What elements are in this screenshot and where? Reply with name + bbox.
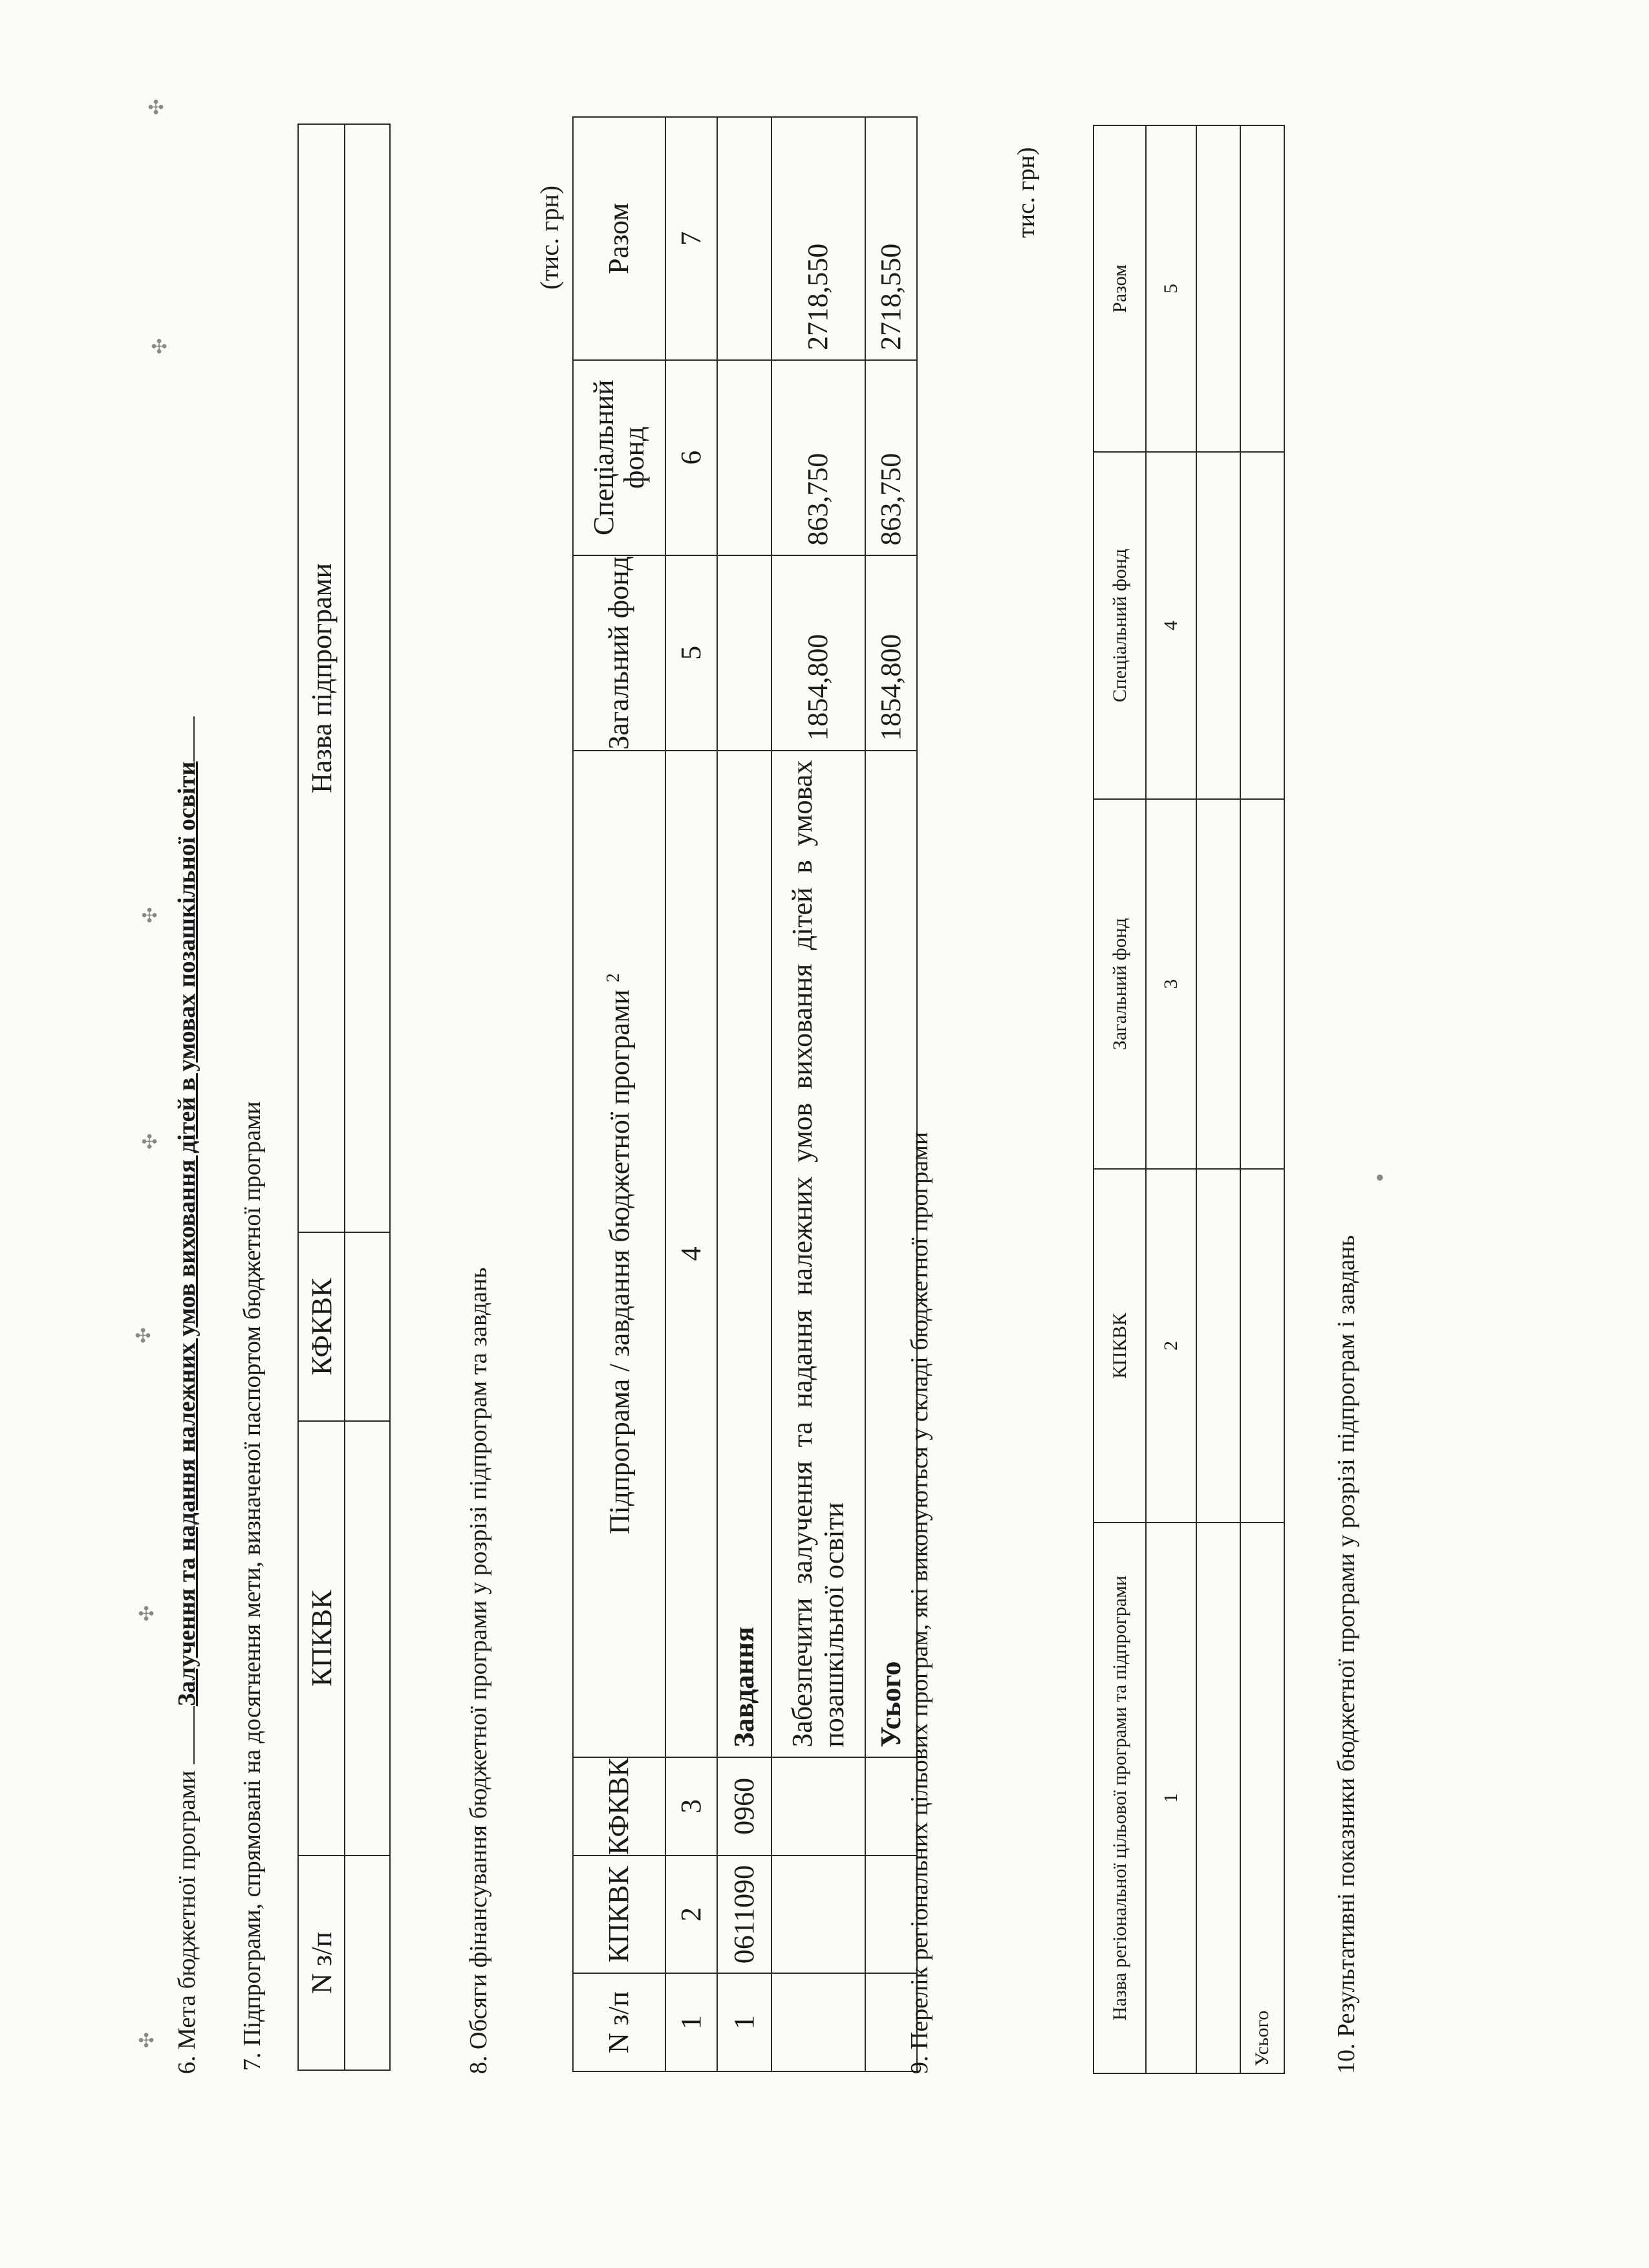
- empty-cell: [345, 1232, 390, 1421]
- empty-cell: [1196, 799, 1240, 1169]
- section-9-heading: 9. Перелік регіональних цільових програм, які виконуються у складі бюджетної програми: [906, 1131, 933, 2074]
- empty-cell: [717, 555, 771, 751]
- empty-cell: [771, 1973, 865, 2071]
- row2-total: 2718,550: [771, 117, 865, 360]
- empty-cell: [1196, 1523, 1240, 2073]
- row1-kfkvk: 0960: [717, 1757, 771, 1856]
- index-cell: 2: [1146, 1169, 1196, 1523]
- empty-cell: [717, 117, 771, 360]
- col-subprogram-name: Назва підпрограми: [298, 124, 345, 1232]
- col-special-fund: Спеціальний фонд: [573, 360, 665, 555]
- col-general-fund: Загальний фонд: [573, 555, 665, 751]
- index-cell: 1: [665, 1973, 717, 2071]
- empty-cell: [345, 1856, 390, 2070]
- col-n: N з/п: [298, 1856, 345, 2070]
- col-special-fund: Спеціальний фонд: [1094, 452, 1146, 799]
- scan-speck: ✣: [136, 1605, 158, 1621]
- row1-kpkvk: 0611090: [717, 1856, 771, 1973]
- total-row-label: Усього: [865, 751, 917, 1757]
- empty-cell: [1240, 452, 1284, 799]
- section-6-label: 6. Мета бюджетної програми: [173, 1770, 200, 2074]
- total-row-label: Усього: [1240, 1523, 1284, 2073]
- row2-task-text: Забезпечити залучення та надання належних умов виховання дітей в умовах позашкільної освіти: [771, 751, 865, 1757]
- col-task: [573, 751, 665, 1757]
- scan-speck: ✣: [136, 2031, 158, 2048]
- index-cell: 3: [1146, 799, 1196, 1169]
- row2-special-fund: 863,750: [771, 360, 865, 555]
- empty-cell: [1196, 125, 1240, 452]
- empty-cell: [345, 1421, 390, 1856]
- empty-cell: [1240, 799, 1284, 1169]
- section-8-unit: (тис. грн): [535, 185, 564, 290]
- scan-speck: ✣: [140, 906, 161, 923]
- section-9-unit: тис. грн): [1013, 147, 1040, 238]
- section-6-line: [171, 716, 201, 2074]
- total-total: 2718,550: [865, 117, 917, 360]
- index-cell: 5: [1146, 125, 1196, 452]
- index-cell: 4: [1146, 452, 1196, 799]
- col-task-text: Підпрограма / завдання бюджетної програми: [603, 989, 636, 1535]
- col-total: Разом: [1094, 125, 1146, 452]
- section-8-heading: 8. Обсяги фінансування бюджетної програми у розрізі підпрограм та завдань: [465, 1267, 492, 2074]
- total-general-fund: 1854,800: [865, 555, 917, 751]
- index-cell: 3: [665, 1757, 717, 1856]
- empty-cell: [1196, 452, 1240, 799]
- scan-speck: ✣: [140, 1133, 161, 1150]
- index-cell: 6: [665, 360, 717, 555]
- col-total: Разом: [573, 117, 665, 360]
- col-general-fund: Загальний фонд: [1094, 799, 1146, 1169]
- col-n: N з/п: [573, 1973, 665, 2071]
- empty-cell: [717, 360, 771, 555]
- col-task-footnote: 2: [603, 973, 623, 983]
- col-regional-program-name: Назва регіональної цільової програми та підпрограми: [1094, 1523, 1146, 2073]
- underline-blank: [171, 1706, 195, 1764]
- col-kpkvk: КПКВК: [1094, 1169, 1146, 1523]
- section-7-heading: 7. Підпрограми, спрямовані на досягнення мети, визначеної паспортом бюджетної програми: [239, 1101, 266, 2071]
- col-kfkvk: КФКВК: [298, 1232, 345, 1421]
- empty-cell: [1240, 1169, 1284, 1523]
- empty-cell: [345, 124, 390, 1232]
- col-kfkvk: КФКВК: [573, 1757, 665, 1856]
- index-cell: 7: [665, 117, 717, 360]
- empty-cell: [771, 1757, 865, 1856]
- subprograms-table: [297, 123, 391, 2071]
- financing-table: [572, 116, 918, 2072]
- row2-general-fund: 1854,800: [771, 555, 865, 751]
- scan-speck: ✣: [146, 98, 167, 115]
- scan-speck: ✣: [149, 337, 171, 354]
- scan-speck: ●: [1371, 1173, 1387, 1182]
- section-6-value: Залучення та надання належних умов виховання дітей в умовах позашкільної освіти: [173, 761, 200, 1706]
- index-cell: 1: [1146, 1523, 1196, 2073]
- scan-speck: ✣: [133, 1327, 155, 1343]
- regional-programs-table: [1093, 125, 1285, 2074]
- underline-blank-end: [171, 716, 195, 762]
- section-10-heading: 10. Результативні показники бюджетної програми у розрізі підпрограм і завдань: [1333, 1235, 1360, 2074]
- empty-cell: [1240, 125, 1284, 452]
- empty-cell: [771, 1856, 865, 1973]
- total-special-fund: 863,750: [865, 360, 917, 555]
- col-kpkvk: КПКВК: [573, 1856, 665, 1973]
- index-cell: 2: [665, 1856, 717, 1973]
- row1-n: 1: [717, 1973, 771, 2071]
- row1-task-label: Завдання: [717, 751, 771, 1757]
- empty-cell: [1196, 1169, 1240, 1523]
- index-cell: 5: [665, 555, 717, 751]
- index-cell: 4: [665, 751, 717, 1757]
- col-kpkvk: КПКВК: [298, 1421, 345, 1856]
